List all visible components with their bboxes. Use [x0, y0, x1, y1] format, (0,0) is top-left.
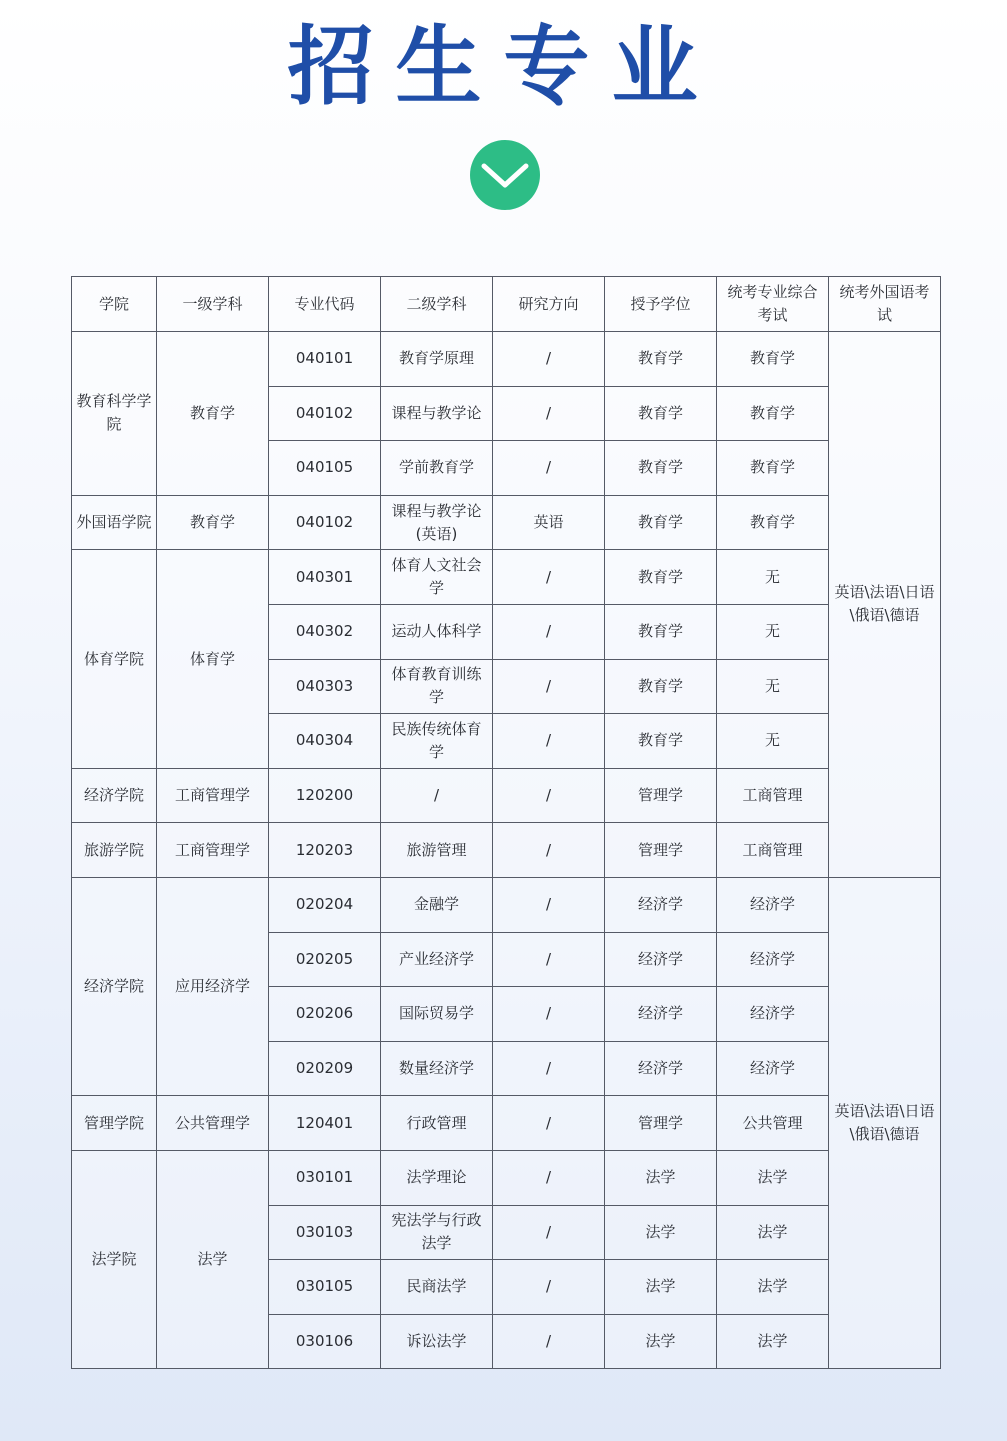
- discipline-cell: 应用经济学: [157, 877, 269, 1095]
- degree-cell: 教育学: [605, 441, 717, 496]
- sub-discipline-cell: 数量经济学: [381, 1041, 493, 1096]
- page-title: 招生专业: [287, 17, 720, 117]
- major-code-cell: 020205: [269, 932, 381, 987]
- major-code-cell: 120203: [269, 823, 381, 878]
- major-code-cell: 040302: [269, 604, 381, 659]
- table-row: [72, 495, 941, 550]
- degree-cell: 教育学: [605, 495, 717, 550]
- major-code-cell: 040102: [269, 386, 381, 441]
- column-header: 统考专业综合考试: [717, 277, 829, 332]
- research-direction-cell: /: [493, 550, 605, 605]
- major-code-cell: 120200: [269, 768, 381, 823]
- exam-subject-cell: 教育学: [717, 332, 829, 387]
- sub-discipline-cell: 金融学: [381, 877, 493, 932]
- major-code-cell: 020206: [269, 987, 381, 1042]
- research-direction-cell: /: [493, 604, 605, 659]
- major-code-cell: 040101: [269, 332, 381, 387]
- table-row: [72, 1150, 941, 1205]
- major-code-cell: 040303: [269, 659, 381, 714]
- exam-subject-cell: 无: [717, 604, 829, 659]
- degree-cell: 教育学: [605, 714, 717, 769]
- exam-subject-cell: 工商管理: [717, 823, 829, 878]
- sub-discipline-cell: 国际贸易学: [381, 987, 493, 1042]
- discipline-cell: 法学: [157, 1150, 269, 1368]
- discipline-cell: 工商管理学: [157, 768, 269, 823]
- exam-subject-cell: 经济学: [717, 987, 829, 1042]
- sub-discipline-cell: 体育人文社会学: [381, 550, 493, 605]
- degree-cell: 法学: [605, 1260, 717, 1315]
- research-direction-cell: /: [493, 1314, 605, 1369]
- column-header: 研究方向: [493, 277, 605, 332]
- table-row: [72, 877, 941, 932]
- table-row: [72, 550, 941, 605]
- column-header: 统考外国语考试: [829, 277, 941, 332]
- research-direction-cell: /: [493, 659, 605, 714]
- research-direction-cell: 英语: [493, 495, 605, 550]
- major-code-cell: 120401: [269, 1096, 381, 1151]
- degree-cell: 法学: [605, 1314, 717, 1369]
- research-direction-cell: /: [493, 1041, 605, 1096]
- degree-cell: 管理学: [605, 1096, 717, 1151]
- exam-subject-cell: 无: [717, 659, 829, 714]
- research-direction-cell: /: [493, 1096, 605, 1151]
- column-header: 一级学科: [157, 277, 269, 332]
- major-code-cell: 040304: [269, 714, 381, 769]
- research-direction-cell: /: [493, 386, 605, 441]
- college-cell: 管理学院: [72, 1096, 157, 1151]
- degree-cell: 教育学: [605, 550, 717, 605]
- major-code-cell: 030101: [269, 1150, 381, 1205]
- major-code-cell: 020204: [269, 877, 381, 932]
- research-direction-cell: /: [493, 714, 605, 769]
- research-direction-cell: /: [493, 441, 605, 496]
- table-row: [72, 332, 941, 387]
- table-header-row: [72, 277, 941, 332]
- college-cell: 法学院: [72, 1150, 157, 1368]
- table-row: [72, 768, 941, 823]
- table-row: [72, 1096, 941, 1151]
- discipline-cell: 教育学: [157, 332, 269, 496]
- exam-subject-cell: 法学: [717, 1260, 829, 1315]
- college-cell: 旅游学院: [72, 823, 157, 878]
- sub-discipline-cell: 课程与教学论: [381, 386, 493, 441]
- degree-cell: 法学: [605, 1150, 717, 1205]
- major-code-cell: 040102: [269, 495, 381, 550]
- exam-subject-cell: 法学: [717, 1150, 829, 1205]
- sub-discipline-cell: 行政管理: [381, 1096, 493, 1151]
- research-direction-cell: /: [493, 332, 605, 387]
- discipline-cell: 体育学: [157, 550, 269, 768]
- degree-cell: 经济学: [605, 1041, 717, 1096]
- major-code-cell: 020209: [269, 1041, 381, 1096]
- sub-discipline-cell: /: [381, 768, 493, 823]
- degree-cell: 经济学: [605, 877, 717, 932]
- college-cell: 体育学院: [72, 550, 157, 768]
- table-row: [72, 823, 941, 878]
- college-cell: 教育科学学院: [72, 332, 157, 496]
- exam-subject-cell: 公共管理: [717, 1096, 829, 1151]
- exam-subject-cell: 教育学: [717, 386, 829, 441]
- major-code-cell: 030105: [269, 1260, 381, 1315]
- research-direction-cell: /: [493, 932, 605, 987]
- column-header: 专业代码: [269, 277, 381, 332]
- degree-cell: 经济学: [605, 932, 717, 987]
- sub-discipline-cell: 运动人体科学: [381, 604, 493, 659]
- major-code-cell: 040105: [269, 441, 381, 496]
- college-cell: 经济学院: [72, 877, 157, 1095]
- degree-cell: 法学: [605, 1205, 717, 1260]
- major-code-cell: 030103: [269, 1205, 381, 1260]
- discipline-cell: 教育学: [157, 495, 269, 550]
- degree-cell: 教育学: [605, 386, 717, 441]
- exam-subject-cell: 教育学: [717, 495, 829, 550]
- exam-subject-cell: 经济学: [717, 1041, 829, 1096]
- admissions-table: [71, 276, 941, 1369]
- research-direction-cell: /: [493, 987, 605, 1042]
- discipline-cell: 工商管理学: [157, 823, 269, 878]
- foreign-language-exam-cell: 英语\法语\日语\俄语\德语: [829, 332, 941, 878]
- column-header: 授予学位: [605, 277, 717, 332]
- sub-discipline-cell: 民族传统体育学: [381, 714, 493, 769]
- column-header: 二级学科: [381, 277, 493, 332]
- research-direction-cell: /: [493, 877, 605, 932]
- exam-subject-cell: 经济学: [717, 932, 829, 987]
- degree-cell: 经济学: [605, 987, 717, 1042]
- sub-discipline-cell: 教育学原理: [381, 332, 493, 387]
- exam-subject-cell: 教育学: [717, 441, 829, 496]
- exam-subject-cell: 法学: [717, 1314, 829, 1369]
- sub-discipline-cell: 宪法学与行政法学: [381, 1205, 493, 1260]
- major-code-cell: 040301: [269, 550, 381, 605]
- college-cell: 经济学院: [72, 768, 157, 823]
- exam-subject-cell: 法学: [717, 1205, 829, 1260]
- degree-cell: 管理学: [605, 768, 717, 823]
- research-direction-cell: /: [493, 768, 605, 823]
- major-code-cell: 030106: [269, 1314, 381, 1369]
- foreign-language-exam-cell: 英语\法语\日语\俄语\德语: [829, 877, 941, 1368]
- check-circle-icon: [469, 139, 541, 211]
- degree-cell: 教育学: [605, 604, 717, 659]
- sub-discipline-cell: 法学理论: [381, 1150, 493, 1205]
- sub-discipline-cell: 体育教育训练学: [381, 659, 493, 714]
- sub-discipline-cell: 民商法学: [381, 1260, 493, 1315]
- exam-subject-cell: 无: [717, 550, 829, 605]
- exam-subject-cell: 无: [717, 714, 829, 769]
- exam-subject-cell: 工商管理: [717, 768, 829, 823]
- degree-cell: 教育学: [605, 659, 717, 714]
- degree-cell: 教育学: [605, 332, 717, 387]
- degree-cell: 管理学: [605, 823, 717, 878]
- research-direction-cell: /: [493, 1150, 605, 1205]
- research-direction-cell: /: [493, 1260, 605, 1315]
- sub-discipline-cell: 课程与教学论(英语): [381, 495, 493, 550]
- sub-discipline-cell: 产业经济学: [381, 932, 493, 987]
- sub-discipline-cell: 诉讼法学: [381, 1314, 493, 1369]
- exam-subject-cell: 经济学: [717, 877, 829, 932]
- college-cell: 外国语学院: [72, 495, 157, 550]
- sub-discipline-cell: 旅游管理: [381, 823, 493, 878]
- column-header: 学院: [72, 277, 157, 332]
- discipline-cell: 公共管理学: [157, 1096, 269, 1151]
- research-direction-cell: /: [493, 1205, 605, 1260]
- research-direction-cell: /: [493, 823, 605, 878]
- sub-discipline-cell: 学前教育学: [381, 441, 493, 496]
